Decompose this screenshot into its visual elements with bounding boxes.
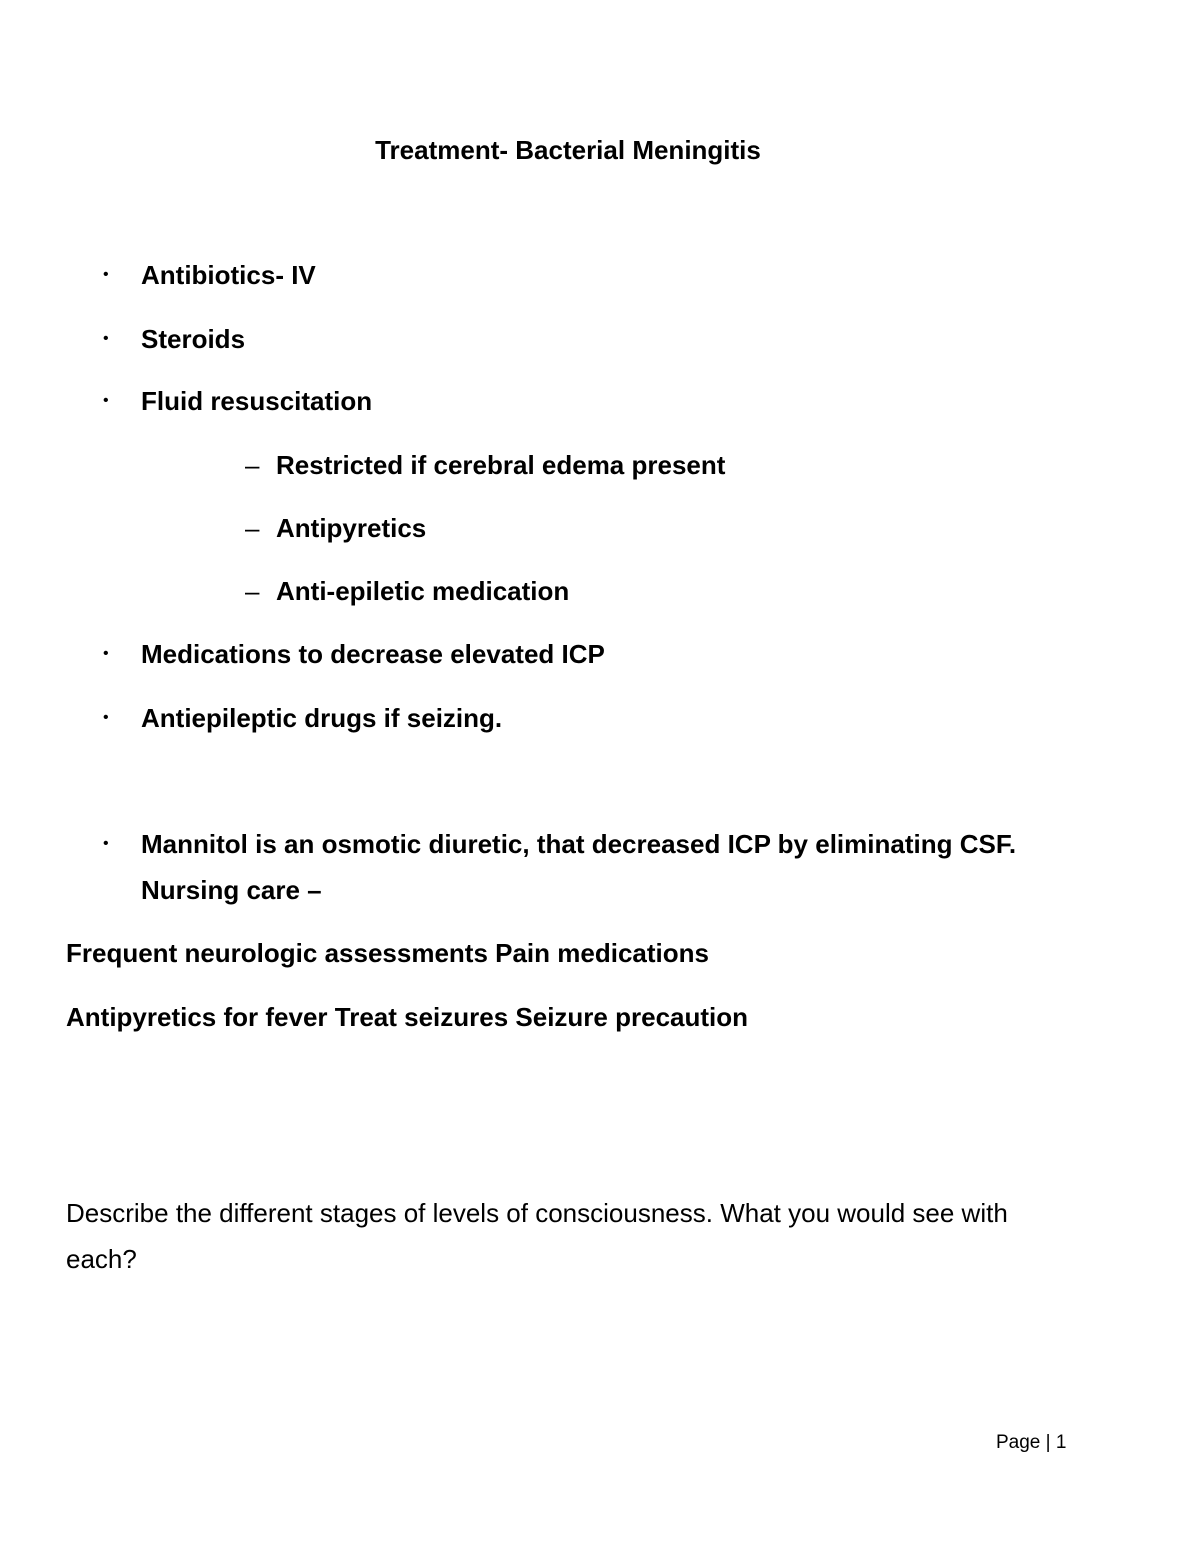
question-text: Describe the different stages of levels of consciousness. What you would see with each?: [66, 1198, 1008, 1274]
bullet-marker: •: [103, 392, 109, 409]
bullet-text: Steroids: [141, 324, 246, 354]
bullet-text: Medications to decrease elevated ICP: [141, 639, 605, 669]
bullet-text: Antibiotics- IV: [141, 260, 316, 290]
nursing-line-antipyretics: Antipyretics for fever Treat seizures Seizure precaution: [66, 1002, 749, 1032]
sub-item-text: Anti-epiletic medication: [276, 576, 570, 606]
sub-item-text: Antipyretics: [276, 513, 427, 543]
page-title: Treatment- Bacterial Meningitis: [375, 135, 761, 165]
page-number-footer: Page | 1: [996, 1432, 1067, 1453]
dash-marker: –: [245, 513, 260, 543]
bullet-text: Antiepileptic drugs if seizing.: [141, 703, 503, 733]
bullet-marker: •: [103, 266, 109, 283]
dash-marker: –: [245, 576, 260, 606]
bullet-text: Mannitol is an osmotic diuretic, that decreased ICP by eliminating CSF.: [141, 829, 1017, 859]
dash-marker: –: [245, 450, 260, 480]
bullet-marker: •: [103, 330, 109, 347]
nursing-care-heading: Nursing care –: [141, 875, 322, 905]
bullet-marker: •: [103, 835, 109, 852]
sub-item-text: Restricted if cerebral edema present: [276, 450, 726, 480]
bullet-text: Fluid resuscitation: [141, 386, 373, 416]
bullet-marker: •: [103, 645, 109, 662]
nursing-line-assessments: Frequent neurologic assessments Pain medications: [66, 938, 709, 968]
bullet-marker: •: [103, 709, 109, 726]
